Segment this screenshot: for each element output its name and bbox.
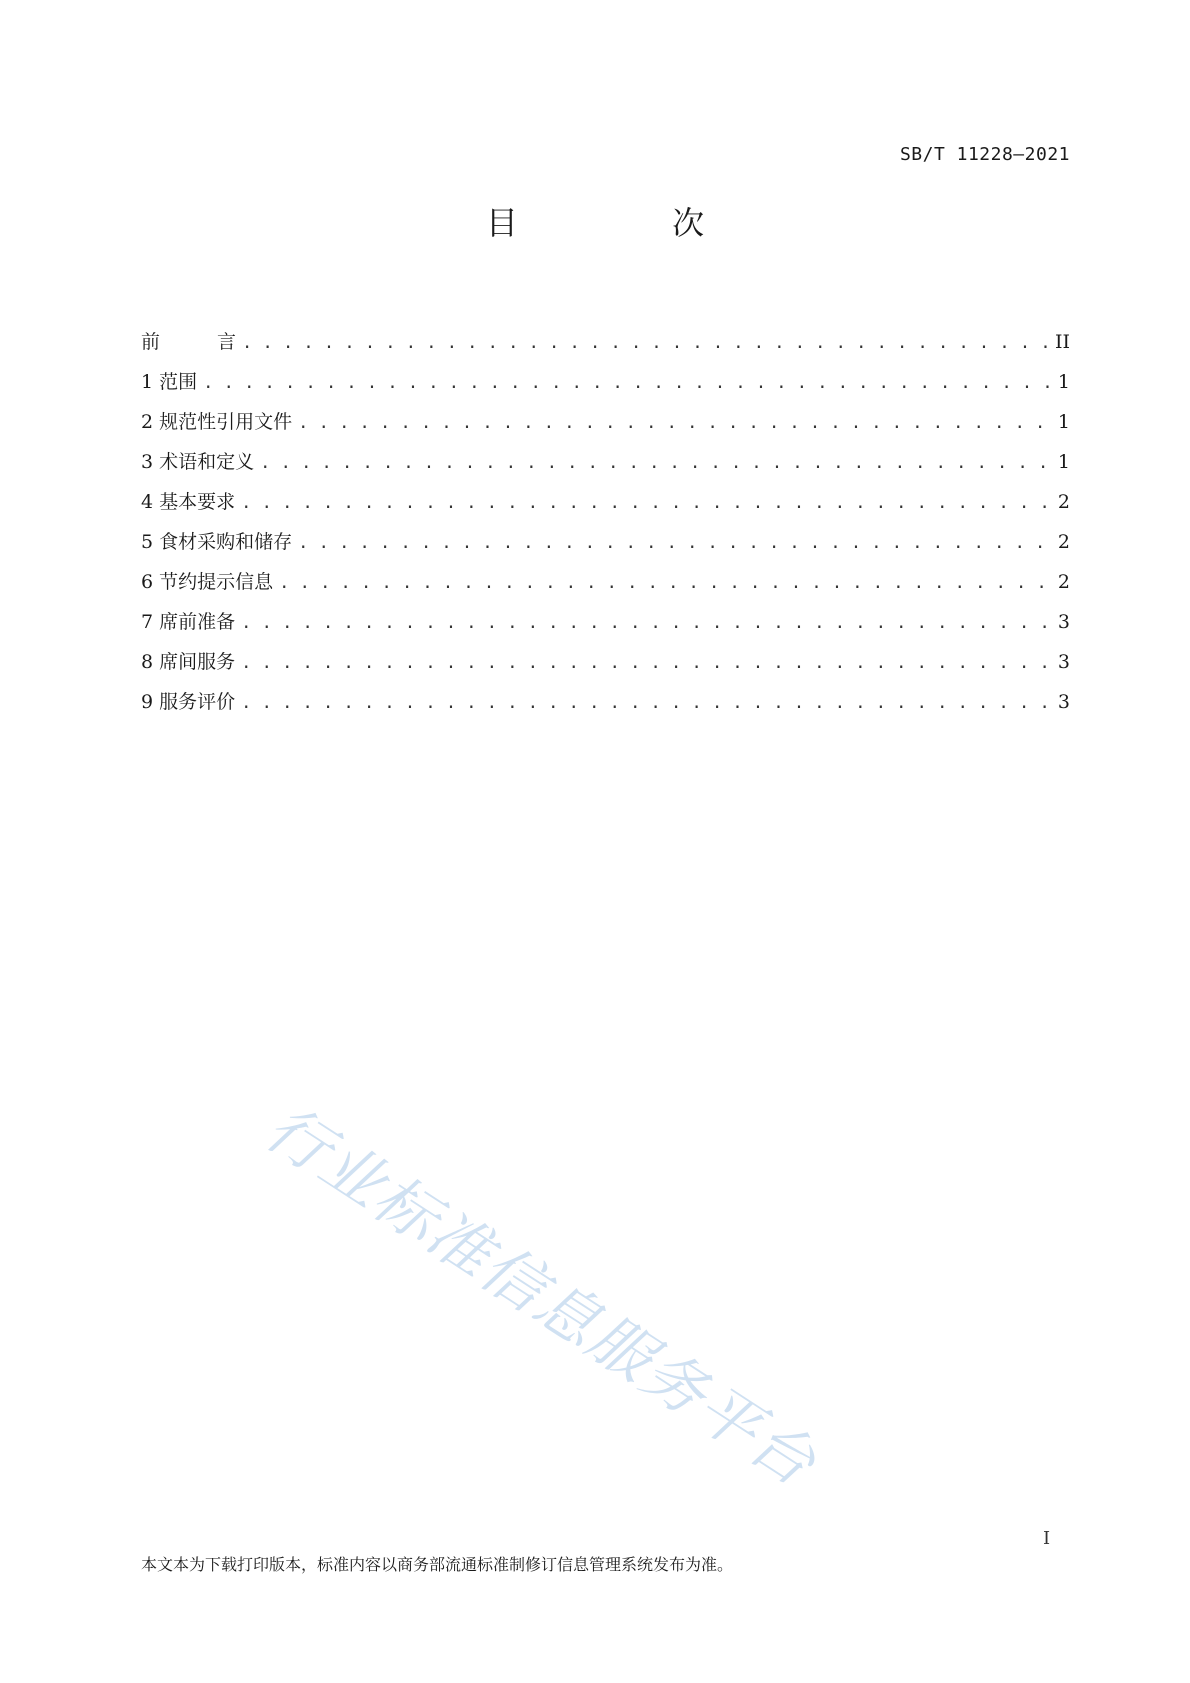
toc-entry-service-evaluation[interactable] xyxy=(141,682,1070,722)
toc-leader-dots xyxy=(241,683,1050,723)
footer-note: 本文本为下载打印版本，标准内容以商务部流通标准制修订信息管理系统发布为准。 xyxy=(141,1555,734,1574)
toc-entry-basic-requirements[interactable] xyxy=(141,482,1070,522)
toc-entry-page: 1 xyxy=(1057,371,1070,393)
toc-entry-normative-references[interactable] xyxy=(141,402,1070,442)
toc-entry-page: 2 xyxy=(1057,491,1070,513)
toc-entry-saving-prompts[interactable] xyxy=(141,562,1070,602)
toc-entry-in-banquet-service[interactable] xyxy=(141,642,1070,682)
toc-entry-label: 5 食材采购和储存 xyxy=(141,531,293,553)
toc-leader-dots xyxy=(298,523,1050,563)
toc-entry-page: 3 xyxy=(1057,611,1070,633)
toc-entry-label: 3 术语和定义 xyxy=(141,451,255,473)
toc-entry-label: 7 席前准备 xyxy=(141,611,236,633)
page-title: 目 次 xyxy=(485,204,777,242)
toc-entry-page: 3 xyxy=(1057,691,1070,713)
table-of-contents xyxy=(141,322,1070,722)
toc-entry-foreword[interactable] xyxy=(141,322,1070,362)
toc-entry-page: 1 xyxy=(1057,451,1070,473)
toc-entry-label: 4 基本要求 xyxy=(141,491,236,513)
toc-entry-scope[interactable] xyxy=(141,362,1070,402)
toc-leader-dots xyxy=(241,643,1050,683)
toc-leader-dots xyxy=(242,323,1049,363)
standard-code: SB/T 11228—2021 xyxy=(899,144,1070,165)
toc-leader-dots xyxy=(298,403,1050,443)
toc-leader-dots xyxy=(241,603,1050,643)
toc-entry-label: 8 席间服务 xyxy=(141,651,236,673)
toc-leader-dots xyxy=(203,363,1050,403)
toc-leader-dots xyxy=(279,563,1050,603)
toc-entry-label: 前 言 xyxy=(141,331,237,353)
toc-entry-page: II xyxy=(1054,331,1070,353)
toc-entry-page: 1 xyxy=(1057,411,1070,433)
toc-entry-page: 2 xyxy=(1057,571,1070,593)
toc-entry-label: 1 范围 xyxy=(141,371,198,393)
toc-leader-dots xyxy=(260,443,1050,483)
toc-entry-pre-banquet[interactable] xyxy=(141,602,1070,642)
toc-entry-terms-definitions[interactable] xyxy=(141,442,1070,482)
toc-entry-page: 3 xyxy=(1057,651,1070,673)
toc-entry-label: 9 服务评价 xyxy=(141,691,236,713)
watermark: 行业标准信息服务平台 xyxy=(253,1090,830,1501)
toc-entry-label: 2 规范性引用文件 xyxy=(141,411,293,433)
toc-entry-procurement-storage[interactable] xyxy=(141,522,1070,562)
toc-entry-label: 6 节约提示信息 xyxy=(141,571,274,593)
toc-leader-dots xyxy=(241,483,1050,523)
toc-entry-page: 2 xyxy=(1057,531,1070,553)
page-number: I xyxy=(1043,1528,1051,1549)
